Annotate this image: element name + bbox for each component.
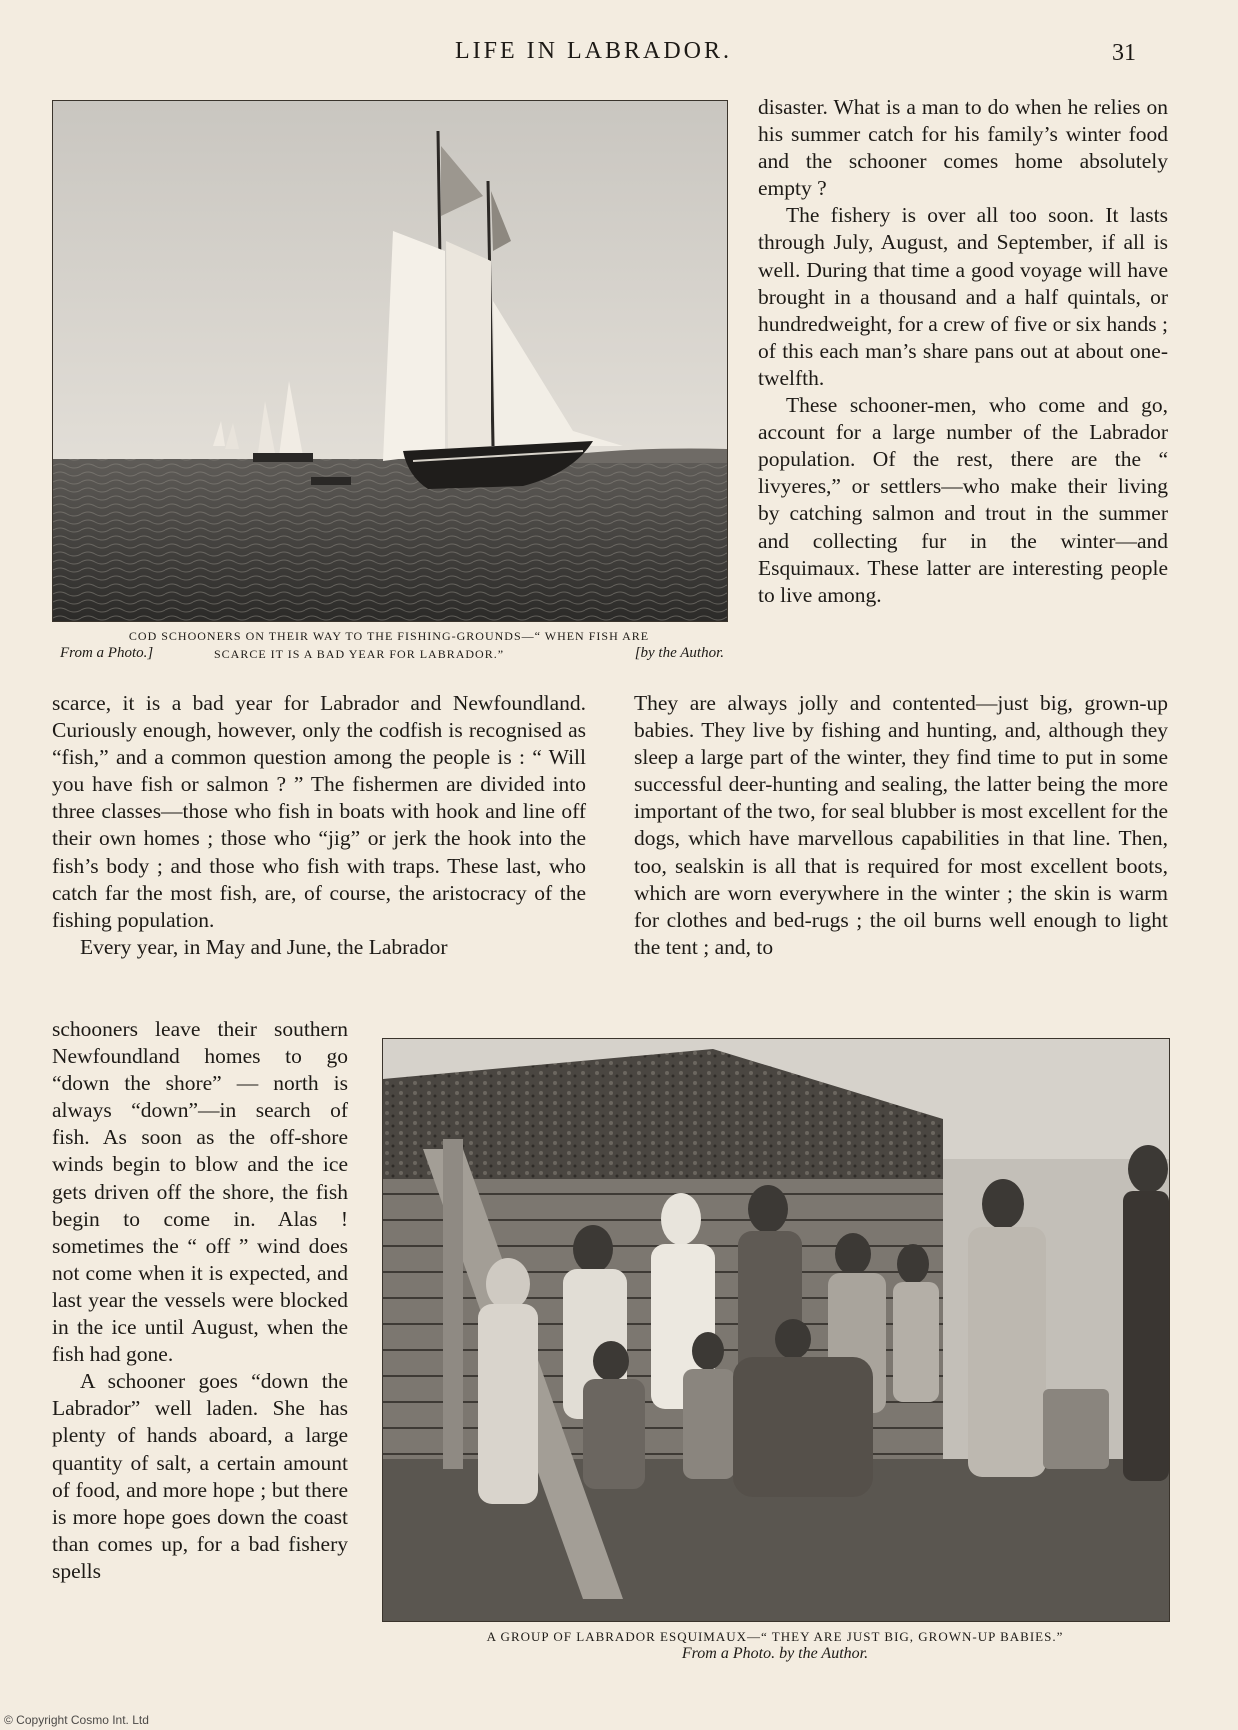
schooners-caption-credit-left: From a Photo.] [60, 645, 154, 661]
schooners-caption-credit-right: [by the Author. [634, 645, 724, 661]
schooners-photo [52, 100, 728, 622]
running-title: LIFE IN LABRADOR. [455, 38, 732, 64]
paragraph: Every year, in May and June, the Labrador [80, 934, 448, 959]
schooners-illustration [53, 101, 727, 621]
column-left-bottom [52, 1016, 348, 1585]
esquimaux-illustration [383, 1039, 1169, 1621]
paragraph: The fishery is over all too soon. It lasts through July, August, and September, if all is well. During that time a good voyage will have brought in a thousand and a half quintals, or hundredweight, for a crew of five or six hands ; of this each man’s share pans out at about one-twelfth. [758, 203, 1168, 390]
copyright-watermark: © Copyright Cosmo Int. Ltd [4, 1713, 149, 1727]
paragraph: These schooner-men, who come and go, account for a large number of the Labrador population. Of the rest, there are the “ livyeres,” or settlers—who make their living by catching salmon and trout in the summer and collecting fur in the winter—and Esquimaux. These latter are interesting people to live among. [758, 393, 1168, 607]
paragraph: A schooner goes “down the Labrador” well laden. She has plenty of hands aboard, a large quantity of salt, a certain amount of food, and more hope ; but there is more hope goes down the coast than comes up, for a bad fishery spells [52, 1369, 348, 1583]
esquimaux-caption-line1: A GROUP OF LABRADOR ESQUIMAUX—“ THEY ARE JUST BIG, GROWN-UP BABIES.” [486, 1629, 1064, 1644]
schooners-caption [52, 628, 726, 665]
paragraph: scarce, it is a bad year for Labrador and Newfoundland. Curiously enough, however, only the codfish is recognised as “fish,” and a common question among the people is : “ Will you have fish or salmon ? ” The fishermen are divided into three classes—those who fish in boats with hook and line off their own homes ; those who “jig” or jerk the hook into the fish’s body ; and those who fish with traps. These last, who catch far the most fish, are, of course, the aristocracy of the fishing population. [52, 691, 586, 932]
column-right-top [758, 94, 1168, 609]
column-left-middle [52, 690, 586, 961]
esquimaux-caption [382, 1628, 1168, 1662]
esquimaux-caption-credit: From a Photo. by the Author. [681, 1645, 869, 1662]
column-right-middle [634, 690, 1168, 961]
schooners-caption-line2: SCARCE IT IS A BAD YEAR FOR LABRADOR.” [214, 647, 505, 661]
page-header [0, 38, 1238, 70]
paragraph: disaster. What is a man to do when he relies on his summer catch for his family’s winter food and the schooner comes home absolutely empty ? [758, 95, 1168, 201]
paragraph: schooners leave their southern Newfoundland homes to go “down the shore” — north is always “down”—in search of fish. As soon as the off-shore winds begin to blow and the ice gets driven off the shore, the fish begin to come in. Alas ! sometimes the “ off ” wind does not come when it is expected, and last year the vessels were blocked in the ice until August, when the fish had gone. [52, 1017, 348, 1367]
page-number: 31 [1112, 40, 1136, 66]
esquimaux-photo [382, 1038, 1170, 1622]
schooners-caption-line1: COD SCHOONERS ON THEIR WAY TO THE FISHING-GROUNDS—“ WHEN FISH ARE [128, 629, 650, 643]
paragraph: They are always jolly and contented—just big, grown-up babies. They live by fishing and hunting, and, although they sleep a large part of the winter, they find time to put in some successful deer-hunting and sealing, the latter being the more important of the two, for seal blubber is most excellent for the dogs, which have marvellous capabilities in that line. Then, too, sealskin is all that is required for most excellent boots, which are worn everywhere in the winter ; the skin is warm for clothes and bed-rugs ; the oil burns well enough to light the tent ; and, to [634, 691, 1168, 959]
